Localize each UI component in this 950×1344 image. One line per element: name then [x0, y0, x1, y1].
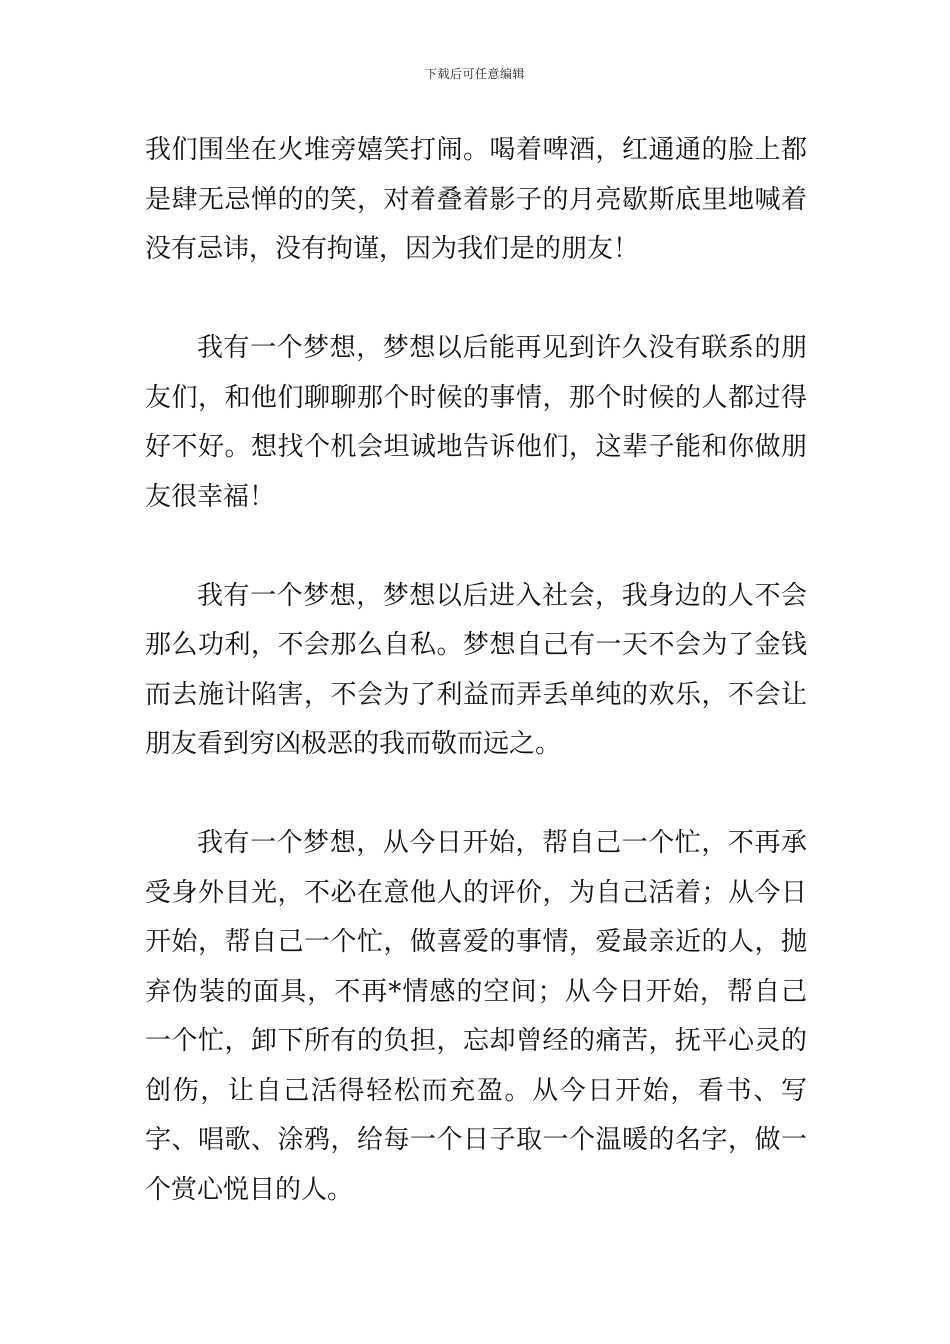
paragraph-2: 我有一个梦想，梦想以后能再见到许久没有联系的朋友们，和他们聊聊那个时候的事情，那个时候的人都过得好不好。想找个机会坦诚地告诉他们，这辈子能和你做朋友很幸福！: [145, 333, 807, 512]
paragraph-3: 我有一个梦想，梦想以后进入社会，我身边的人不会那么功利，不会那么自私。梦想自己有一天不会为了金钱而去施计陷害，不会为了利益而弄丢单纯的欢乐，不会让朋友看到穷凶极恶的我而敬而远之。: [145, 580, 807, 759]
paragraph-4: 我有一个梦想，从今日开始，帮自己一个忙，不再承受身外目光，不必在意他人的评价，为自己活着；从今日开始，帮自己一个忙，做喜爱的事情，爱最亲近的人，抛弃伪装的面具，不再*情感的空间；从今日开始，帮自己一个忙，卸下所有的负担，忘却曾经的痛苦，抚平心灵的创伤，让自己活得轻松而充盈。从今日开始，看书、写字、唱歌、涂鸦，给每一个日子取一个温暖的名字，做一个赏心悦目的人。: [145, 828, 807, 1205]
document-body: [145, 126, 807, 1215]
paragraph-1: 我们围坐在火堆旁嬉笑打闹。喝着啤酒，红通通的脸上都是肆无忌惮的的笑，对着叠着影子的月亮歇斯底里地喊着没有忌讳，没有拘谨，因为我们是的朋友！: [145, 135, 807, 264]
page-header-note: 下载后可任意编辑: [424, 67, 525, 81]
